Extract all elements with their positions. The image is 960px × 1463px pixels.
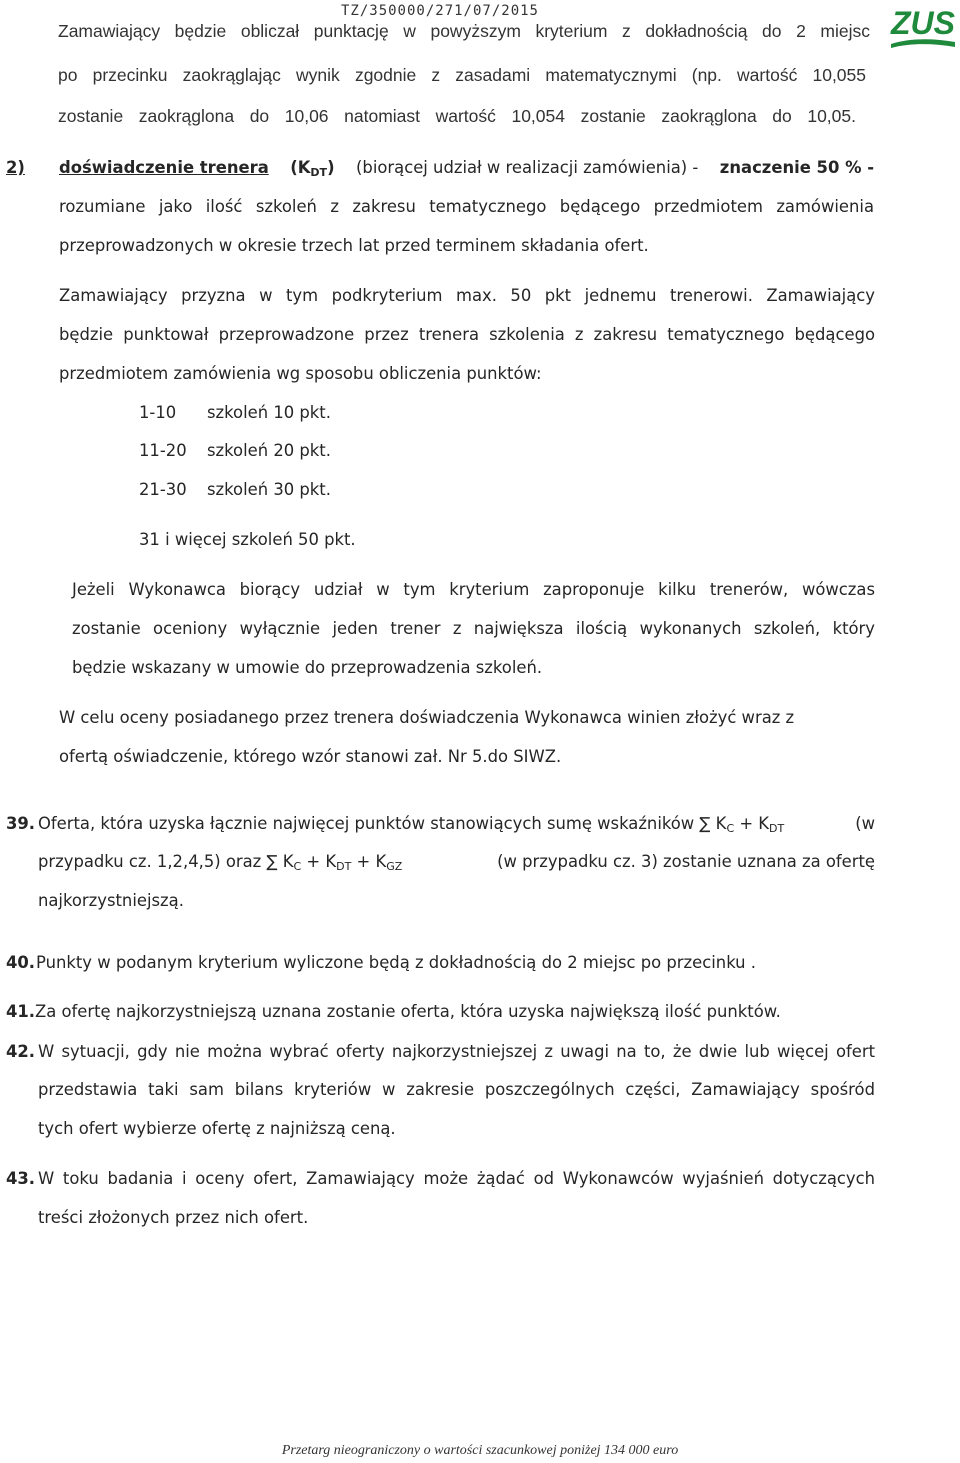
max-points-line-2: będzie punktował przeprowadzone przez trenera szkolenia z zakresu tematycznego będącego <box>59 325 875 344</box>
max-points-line-3: przedmiotem zamówienia wg sposobu obliczenia punktów: <box>59 364 542 383</box>
criterion-line-3: przeprowadzonych w okresie trzech lat przed terminem składania ofert. <box>59 236 649 255</box>
point-41-text: Za ofertę najkorzystniejszą uznana zostanie oferta, która uzyska największą ilość punktów. <box>35 1002 781 1021</box>
multi-trainer-line-2: zostanie oceniony wyłącznie jeden trener z największa ilością wykonanych szkoleń, który <box>72 619 875 638</box>
score-points: szkoleń 10 pkt. <box>207 403 331 422</box>
evaluation-line-1: W celu oceny posiadanego przez trenera doświadczenia Wykonawca winien złożyć wraz z <box>59 708 795 727</box>
page-footer: Przetarg nieograniczony o wartości szacunkowej poniżej 134 000 euro <box>281 1443 679 1458</box>
score-row-last: 31 i więcej szkoleń 50 pkt. <box>139 530 356 549</box>
score-row <box>139 480 331 499</box>
logo-text: ZUS <box>891 5 955 41</box>
intro-line-3: zostanie zaokrąglona do 10,06 natomiast wartość 10,054 zostanie zaokrąglona do 10,05. <box>58 106 856 126</box>
score-row <box>139 441 331 460</box>
zus-logo <box>889 4 957 48</box>
criterion-title: doświadczenie trenera <box>59 158 269 177</box>
multi-trainer-line-3: będzie wskazany w umowie do przeprowadzenia szkoleń. <box>72 658 543 677</box>
point-43-line-1: W toku badania i oceny ofert, Zamawiający może żądać od Wykonawców wyjaśnień dotyczących <box>38 1169 875 1188</box>
point-40-text: Punkty w podanym kryterium wyliczone będą z dokładnością do 2 miejsc po przecinku . <box>36 953 756 972</box>
point-42-number: 42. <box>6 1042 36 1061</box>
document-reference-number: TZ/350000/271/07/2015 <box>340 3 539 19</box>
max-points-line-1: Zamawiający przyzna w tym podkryterium max. 50 pkt jednemu trenerowi. Zamawiający <box>59 286 875 305</box>
criterion-number: 2) <box>6 158 25 177</box>
point-40-number: 40. <box>6 953 36 972</box>
point-42-line-2: przedstawia taki sam bilans kryteriów w zakresie poszczególnych części, Zamawiający spośród <box>38 1080 875 1099</box>
intro-line-1: Zamawiający będzie obliczał punktację w powyższym kryterium z dokładnością do 2 miejsc <box>58 21 870 41</box>
criterion-symbol: $(K_{DT})$ <box>290 158 335 179</box>
point-42-line-1: W sytuacji, gdy nie można wybrać oferty najkorzystniejszej z uwagi na to, że dwie lub więcej ofert <box>38 1042 875 1061</box>
point-39-line-1: Oferta, która uzyska łącznie najwięcej punktów stanowiących sumę wskaźników ∑ $K_C + K_{DT}$ (w <box>38 814 875 835</box>
point-39-line-3: najkorzystniejszą. <box>38 891 184 910</box>
score-range: 21-30 <box>139 480 187 499</box>
point-43-number: 43. <box>6 1169 36 1188</box>
score-points: szkoleń 30 pkt. <box>207 480 331 499</box>
score-row <box>139 403 331 422</box>
multi-trainer-line-1: Jeżeli Wykonawca biorący udział w tym kryterium zaproponuje kilku trenerów, wówczas <box>72 580 875 599</box>
intro-line-2: po przecinku zaokrąglając wynik zgodnie z zasadami matematycznymi (np. wartość 10,055 <box>58 65 866 85</box>
criterion-description: (biorącej udział w realizacji zamówienia) - <box>356 158 699 177</box>
score-points: szkoleń 20 pkt. <box>207 441 331 460</box>
score-range: 11-20 <box>139 441 187 460</box>
point-42-line-3: tych ofert wybierze ofertę z najniższą ceną. <box>38 1119 396 1138</box>
point-43-line-2: treści złożonych przez nich ofert. <box>38 1208 309 1227</box>
evaluation-line-2: ofertą oświadczenie, którego wzór stanowi zał. Nr 5.do SIWZ. <box>59 747 562 766</box>
point-41-number: 41. <box>6 1002 36 1021</box>
point-39-line-2: przypadku cz. 1,2,4,5) oraz ∑ $K_C + K_{DT} + K_{GZ}$ (w przypadku cz. 3) zostanie uznana za ofertę <box>38 852 875 873</box>
criterion-heading <box>59 158 874 177</box>
criterion-weight: znaczenie 50 % - <box>719 158 874 177</box>
point-39-number: 39. <box>6 814 36 833</box>
score-range: 1-10 <box>139 403 177 422</box>
criterion-line-2: rozumiane jako ilość szkoleń z zakresu tematycznego będącego przedmiotem zamówienia <box>59 197 874 216</box>
